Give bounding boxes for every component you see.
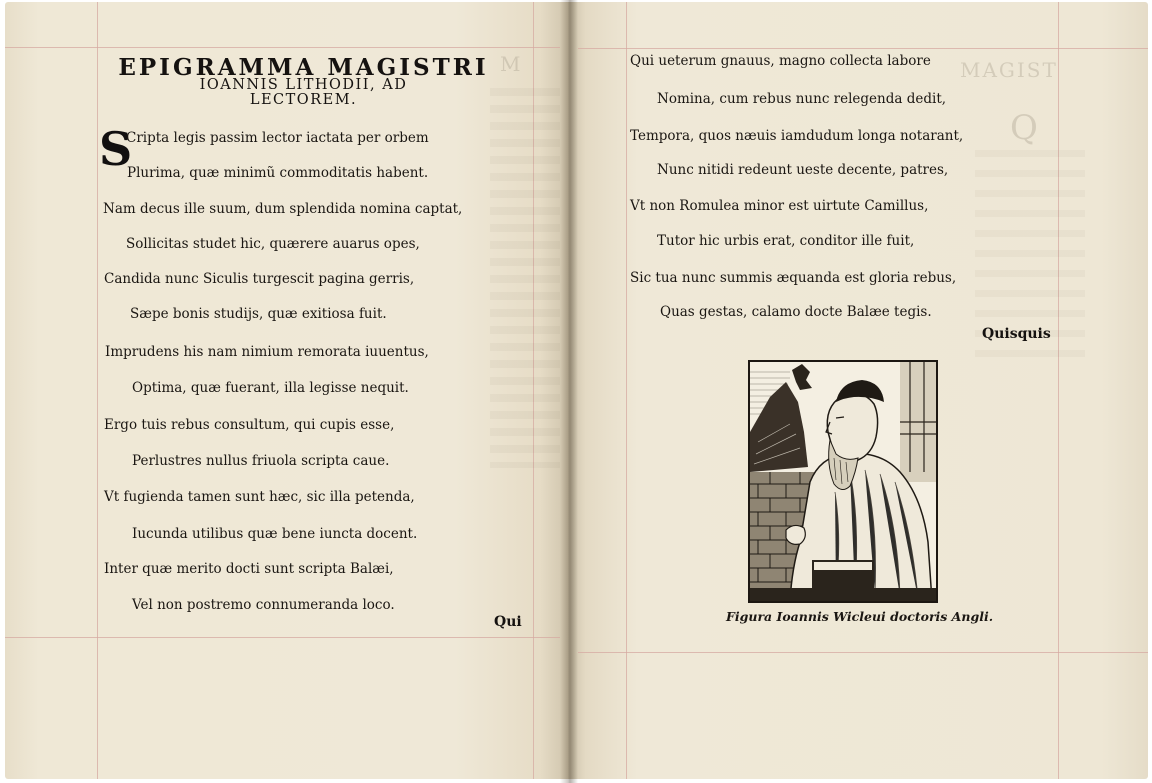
title-subline: LECTOREM. (249, 92, 358, 108)
verse-line: Sæpe bonis studijs, quæ exitiosa fuit. (130, 306, 387, 322)
woodcut-portrait (748, 360, 938, 603)
catchword: Quisquis (982, 326, 1051, 342)
verse-line: Vt non Romulea minor est uirtute Camillus, (630, 198, 929, 214)
verse-line: Plurima, quæ minimũ commoditatis habent. (127, 165, 429, 181)
margin-rule (97, 2, 98, 779)
margin-rule (1058, 2, 1059, 779)
verse-line: Quas gestas, calamo docte Balæe tegis. (660, 304, 932, 320)
verse-line: Perlustres nullus friuola scripta caue. (132, 453, 390, 469)
verse-line: Nomina, cum rebus nunc relegenda dedit, (657, 91, 947, 107)
verse-line: Nunc nitidi redeunt ueste decente, patres, (657, 162, 949, 178)
verse-line: Qui ueterum gnauus, magno collecta labore (630, 53, 931, 69)
verse-line: Sollicitas studet hic, quærere auarus opes, (126, 236, 420, 252)
portrait-illustration (750, 362, 936, 601)
margin-rule (578, 48, 1148, 49)
verse-line: Nam decus ille suum, dum splendida nomina captat, (103, 201, 463, 217)
verse-line: Ergo tuis rebus consultum, qui cupis esse, (104, 417, 395, 433)
page-title: EPIGRAMMA MAGISTRI (118, 54, 489, 81)
verse-line: Tempora, quos næuis iamdudum longa notarant, (630, 128, 964, 144)
verse-line: Sic tua nunc summis æquanda est gloria rebus, (630, 270, 957, 286)
show-through (490, 88, 560, 468)
margin-rule (578, 652, 1148, 653)
verse-line: Vt fugienda tamen sunt hæc, sic illa petenda, (104, 489, 415, 505)
catchword: Qui (494, 614, 522, 630)
verse-line: Candida nunc Siculis turgescit pagina gerris, (104, 271, 415, 287)
margin-rule (5, 637, 560, 638)
woodcut-caption: Figura Ioannis Wicleui doctoris Angli. (726, 609, 994, 624)
verse-line: Tutor hic urbis erat, conditor ille fuit, (657, 233, 915, 249)
verse-line: Cripta legis passim lector iactata per orbem (126, 130, 429, 146)
show-through: Q (1010, 108, 1040, 148)
title-subline: IOANNIS LITHODII, AD (199, 77, 408, 93)
show-through: M (500, 52, 523, 76)
book-gutter (560, 0, 578, 783)
margin-rule (626, 2, 627, 779)
verse-line: Optima, quæ fuerant, illa legisse nequit. (132, 380, 409, 396)
verse-line: Inter quæ merito docti sunt scripta Balæi, (104, 561, 394, 577)
verse-line: Vel non postremo connumeranda loco. (132, 597, 395, 613)
verse-line: Iucunda utilibus quæ bene iuncta docent. (132, 526, 418, 542)
verse-line: Imprudens his nam nimium remorata iuuentus, (105, 344, 429, 360)
margin-rule (5, 47, 560, 48)
drop-cap: S (99, 122, 133, 176)
show-through: MAGIST (960, 58, 1058, 82)
